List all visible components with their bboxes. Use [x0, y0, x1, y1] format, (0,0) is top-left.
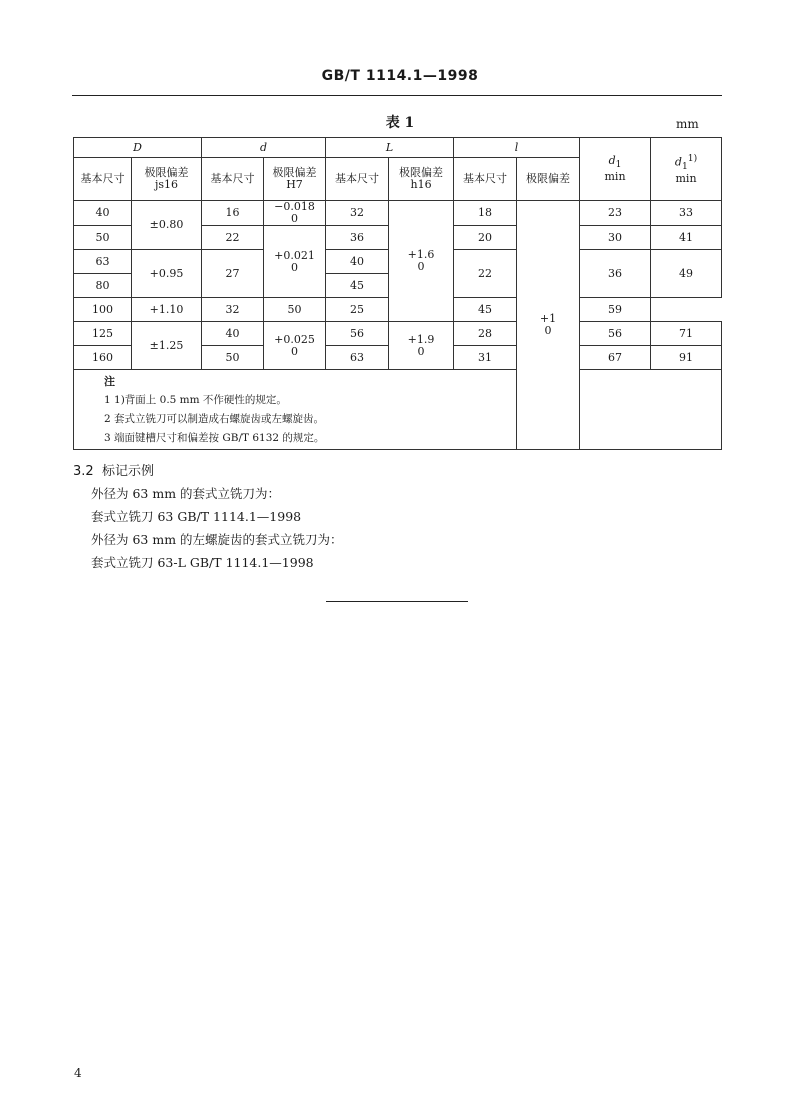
L-basic-cell: 45: [326, 274, 389, 298]
subheader-L-dev-tol: h16: [410, 178, 432, 191]
D-dev-cell: ±0.80: [132, 201, 202, 250]
D-basic-cell: 80: [74, 274, 132, 298]
header-L: L: [326, 138, 454, 158]
table-unit: mm: [676, 117, 699, 131]
D-basic-cell: 125: [74, 322, 132, 346]
table-notes: [74, 370, 722, 450]
header-d2-min: [651, 138, 722, 201]
d-dev-upper: +0.025: [274, 332, 315, 346]
d-basic-cell: 32: [202, 298, 264, 322]
l-dev-upper: +1: [539, 312, 557, 325]
d-dev-lower: 0: [291, 260, 299, 274]
header-d2-sup: 1): [687, 153, 698, 165]
header-d1-unit: min: [604, 170, 626, 184]
body-line: 套式立铣刀 63-L GB/T 1114.1—1998: [91, 555, 314, 570]
D-basic-cell: 160: [74, 346, 132, 370]
d-dev-lower: 0: [291, 344, 299, 358]
D-basic-cell: 63: [74, 250, 132, 274]
header-rule: [72, 95, 722, 96]
l-basic-cell: 31: [454, 346, 517, 370]
l-dev-lower: 0: [544, 324, 552, 337]
body-line: 套式立铣刀 63 GB/T 1114.1—1998: [91, 509, 302, 524]
subheader-D-basic: 基本尺寸: [74, 158, 132, 201]
section-title: 标记示例: [101, 464, 154, 479]
d-dev-cell: [264, 322, 326, 370]
end-rule: [326, 601, 468, 602]
d1-min-cell: 45: [454, 298, 517, 322]
header-d1-min: [580, 138, 651, 201]
page-number: 4: [74, 1066, 82, 1080]
header-d1-sub: 1: [615, 159, 622, 171]
L-dev-cell: [389, 322, 454, 370]
L-dev-lower: 0: [417, 260, 425, 273]
L-dev-lower: 0: [417, 344, 425, 358]
d2-min-cell: 33: [651, 201, 722, 226]
header-d2-sub: 1: [681, 160, 688, 172]
l-basic-cell: 28: [454, 322, 517, 346]
header-d1-symbol: d: [608, 153, 616, 167]
header-d2-unit: min: [675, 171, 697, 185]
note-item: 2 套式立铣刀可以制造成右螺旋齿或左螺旋齿。: [104, 413, 325, 425]
L-basic-cell: 32: [326, 201, 389, 226]
l-basic-cell: 25: [326, 298, 389, 322]
D-dev-cell: +0.95: [132, 250, 202, 298]
d2-min-cell: 71: [651, 322, 722, 346]
d1-min-cell: 23: [580, 201, 651, 226]
subheader-L-basic: 基本尺寸: [326, 158, 389, 201]
D-basic-cell: 100: [74, 298, 132, 322]
d-dev-upper: +0.021: [274, 248, 315, 262]
table-title: 表 1: [385, 115, 415, 131]
header-l: l: [454, 138, 580, 158]
d1-min-cell: 67: [580, 346, 651, 370]
L-dev-upper: +1.9: [407, 332, 435, 346]
d-basic-cell: 27: [202, 250, 264, 298]
d-dev-cell: [264, 226, 326, 298]
subheader-d-basic: 基本尺寸: [202, 158, 264, 201]
L-basic-cell: 56: [326, 322, 389, 346]
header-D: D: [74, 138, 202, 158]
note-item: 1 1)背面上 0.5 mm 不作硬性的规定。: [104, 394, 287, 406]
body-line: 外径为 63 mm 的套式立铣刀为：: [91, 486, 281, 501]
section-number: 3.2: [73, 464, 94, 479]
L-basic-cell: 40: [326, 250, 389, 274]
d2-min-cell: 91: [651, 346, 722, 370]
l-basic-cell: 18: [454, 201, 517, 226]
D-dev-cell: +1.10: [132, 298, 202, 322]
D-basic-cell: 40: [74, 201, 132, 226]
L-basic-cell: 63: [326, 346, 389, 370]
L-basic-cell: 36: [326, 226, 389, 250]
d1-min-cell: 30: [580, 226, 651, 250]
note-item: 3 端面键槽尺寸和偏差按 GB/T 6132 的规定。: [104, 432, 325, 444]
header-d: d: [202, 138, 326, 158]
notes-title: 注: [104, 375, 115, 388]
d2-min-cell: 41: [651, 226, 722, 250]
subheader-d-dev: [264, 158, 326, 201]
L-dev-cell: [389, 201, 454, 322]
section-heading: [73, 460, 154, 479]
l-basic-cell: 20: [454, 226, 517, 250]
d-basic-cell: 40: [202, 322, 264, 346]
d-dev-cell: [264, 201, 326, 226]
dimension-table: [73, 137, 722, 450]
d2-min-cell: 49: [651, 250, 722, 298]
d-dev-upper: −0.018: [274, 200, 315, 213]
d1-min-cell: 36: [580, 250, 651, 298]
subheader-D-dev-tol: js16: [154, 178, 179, 191]
subheader-l-dev: 极限偏差: [517, 158, 580, 201]
header-d2-symbol: d: [674, 155, 682, 169]
subheader-l-basic: 基本尺寸: [454, 158, 517, 201]
L-basic-cell: 50: [264, 298, 326, 322]
d-basic-cell: 16: [202, 201, 264, 226]
subheader-d-dev-tol: H7: [286, 178, 303, 191]
subheader-L-dev: [389, 158, 454, 201]
subheader-D-dev: [132, 158, 202, 201]
d-basic-cell: 22: [202, 226, 264, 250]
l-basic-cell: 22: [454, 250, 517, 298]
D-basic-cell: 50: [74, 226, 132, 250]
standard-header: GB/T 1114.1—1998: [321, 68, 479, 84]
d-dev-lower: 0: [291, 212, 299, 225]
body-line: 外径为 63 mm 的左螺旋齿的套式立铣刀为：: [91, 532, 343, 547]
subheader-d-dev-label: 极限偏差: [272, 166, 317, 179]
d1-min-cell: 56: [580, 322, 651, 346]
D-dev-cell: ±1.25: [132, 322, 202, 370]
subheader-L-dev-label: 极限偏差: [399, 166, 444, 179]
d2-min-cell: 59: [580, 298, 651, 322]
subheader-D-dev-label: 极限偏差: [144, 166, 189, 179]
L-dev-upper: +1.6: [407, 248, 435, 261]
d-basic-cell: 50: [202, 346, 264, 370]
